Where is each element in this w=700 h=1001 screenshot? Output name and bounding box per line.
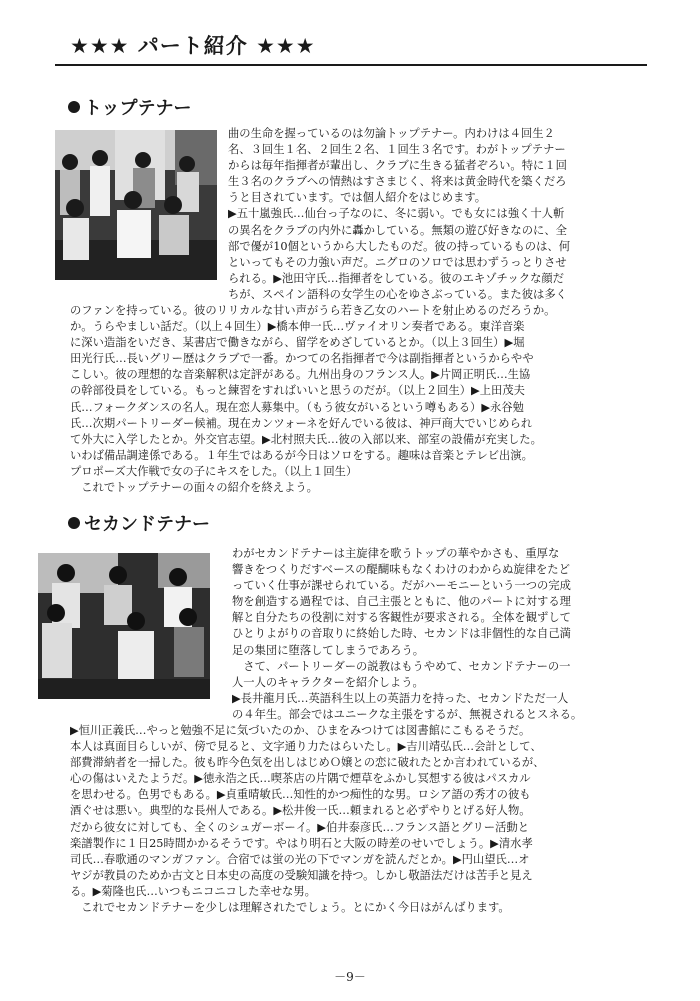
text-line: 響きをつくりだすベースの醍醐味もなくわけのわからぬ旋律をたど — [232, 563, 570, 577]
text-line: ヤジが教員のためか古文と日本史の高度の受験知識を持つ。しかし敬語法だけは苦手と見え — [70, 868, 533, 882]
section-heading-text: セカンドテナー — [84, 514, 210, 535]
text-line: うと目されています。では個人紹介をはじめます。 — [228, 191, 487, 205]
top-tenor-intro-text — [228, 126, 638, 303]
text-line: いわば備品調達係である。１年生ではあるが今日はソロをする。趣味は音楽とテレビ出演。 — [70, 448, 533, 462]
text-line: こしい。彼の理想的な音楽解釈は定評がある。九州出身のフランス人。▶片岡正明氏…生協 — [70, 368, 531, 382]
text-line: 解と自分たちの役割に対する客観性が要求される。全体を観ずして — [232, 611, 571, 625]
text-line: わがセカンドテナーは主旋律を歌うトップの華やかさも、重厚な — [232, 547, 560, 560]
text-line: からは毎年指揮者が輩出し、クラブに生きる猛者ぞろい。特に１回 — [228, 159, 567, 173]
text-line: て外大に入学したとか。外交官志望。▶北村照夫氏…彼の入部以来、部室の設備が充実した。 — [70, 432, 542, 446]
second-tenor-body-text — [70, 723, 640, 916]
text-line: の４年生。部会ではユニークな主張をするが、無視されるとスネる。 — [232, 707, 583, 721]
text-line: 生３名のクラブへの情熱はすさまじく、将来は黄金時代を築くだろ — [228, 175, 567, 189]
text-line: か。うらやましい話だ。（以上４回生）▶橋本伸一氏…ヴァイオリン奏者である。東洋音楽 — [70, 320, 525, 334]
text-line: これでトップテナーの面々の紹介を終えよう。 — [70, 481, 318, 495]
text-line: ▶五十嵐強氏…仙台っ子なのに、冬に弱い。でも女には強く十人斬 — [228, 207, 565, 221]
text-line: 曲の生命を握っているのは勿論トップテナー。内わけは４回生２ — [228, 127, 555, 140]
section-heading-second-tenor — [68, 510, 210, 536]
second-tenor-intro-text — [232, 546, 640, 723]
page-number: －9－ — [334, 970, 366, 984]
title-rule — [55, 64, 647, 66]
text-line: といってもその力強い声だ。ニグロのソロでは思わずうっとりさせ — [228, 255, 567, 269]
text-line: のファンを持っている。彼のリリカルな甘い声がうら若き乙女のハートを射止めるのだろうか。 — [70, 304, 556, 317]
text-line: 楽譜製作に１日25時間かかるそうです。やはり明石と大阪の時差のせいでしょう。▶清水孝 — [70, 836, 533, 850]
section-heading-text: トップテナー — [84, 98, 192, 119]
text-line: 部費滞納者を一掃した。彼も昨今色気を出しはじめＯ嬢との恋に破れたとか言われているが、 — [70, 756, 545, 770]
text-line: 人一人のキャラクターを紹介しよう。 — [232, 675, 424, 689]
text-line: さて、パートリーダーの説教はもうやめて、セカンドテナーの一 — [232, 659, 571, 673]
text-line: 心の傷はいえたようだ。▶徳永浩之氏…喫茶店の片隅で煙草をふかし冥想する彼はパスカル — [70, 772, 531, 786]
bullet-icon — [68, 101, 80, 113]
text-line: を思わせる。色男でもある。▶貞重晴敏氏…知性的かつ痴性的な男。ロシア語の秀才の彼も — [70, 788, 531, 802]
text-line: 名、３回生１名、２回生２名、１回生３名です。わがトップテナー — [228, 143, 566, 157]
text-line: 物を創造する過程では、自己主張とともに、他のパートに対する理 — [232, 595, 571, 609]
text-line: これでセカンドテナーを少しは理解されたでしょう。とにかく今日はがんばります。 — [70, 901, 510, 915]
text-line: だから彼女に対しても、全くのシュガーボーイ。▶伯井泰彦氏…フランス語とグリー活動と — [70, 820, 529, 834]
page-title: ★★★ パート紹介 ★★★ — [70, 34, 316, 58]
top-tenor-body-text — [70, 303, 640, 496]
text-line: ▶長井龍月氏…英語科生以上の英語力を持った、セカンドただ一人 — [232, 691, 569, 705]
text-line: 足の集団に堕落してしまうであろう。 — [232, 643, 425, 657]
text-line: の幹部役員をしている。もっと練習をすればいいと思うのだが。（以上２回生）▶上田茂夫 — [70, 384, 525, 398]
text-line: 本人は真面目らしいが、傍で見ると、文字通り力たはらいたし。▶吉川靖弘氏…会計として、 — [70, 740, 542, 754]
text-line: 部で優が10個というから大したものだ。彼の持っているものは、何 — [228, 239, 570, 253]
text-line: 酒ぐせは悪い。典型的な長州人である。▶松井俊一氏…頼まれると必ずやりとげる好人物。 — [70, 804, 531, 818]
group-photo-second-tenor — [38, 553, 210, 699]
section-heading-top-tenor — [68, 94, 191, 120]
bullet-icon — [68, 517, 80, 529]
text-line: の異名をクラブの内外に轟かしている。無類の遊び好きなのに、全 — [228, 223, 567, 237]
text-line: る。▶菊隆也氏…いつもニコニコした幸せな男。 — [70, 884, 316, 898]
text-line: 田光行氏…長いグリー歴はクラブで一番。かつての名指揮者で今は副指揮者というからやや — [70, 352, 534, 366]
text-line: ひとりよがりの音取りに終始した時、セカンドは非個性的な自己満 — [232, 627, 571, 641]
text-line: っていく仕事が課せられている。だがハーモニーという一つの完成 — [232, 579, 571, 593]
text-line: 氏…フォークダンスの名人。現在恋人募集中。（もう彼女がいるという噂もある）▶永谷勉 — [70, 400, 524, 414]
text-line: 司氏…春歌通のマンガファン。合宿では蛍の光の下でマンガを読んだとか。▶円山望氏…オ — [70, 852, 530, 866]
text-line: に深い造詣をいだき、某書店で働きながら、留学をめざしているとか。（以上３回生）▶堀 — [70, 336, 525, 350]
text-line: ちが、スペイン語科の女学生の心をゆさぶっている。また彼は多く — [228, 287, 567, 301]
text-line: ▶恒川正義氏…やっと勉強不足に気づいたのか、ひまをみつけては図書館にこもるそうだ。 — [70, 724, 531, 737]
text-line: 氏…次期パートリーダー候補。現在カンツォーネを好んでいる彼は、神戸商大でいじめられ — [70, 416, 533, 430]
group-photo-top-tenor — [55, 130, 217, 280]
text-line: られる。▶池田守氏…指揮者をしている。彼のエキゾチックな顔だ — [228, 271, 564, 285]
text-line: プロポーズ大作戦で女の子にキスをした。（以上１回生） — [70, 464, 358, 478]
